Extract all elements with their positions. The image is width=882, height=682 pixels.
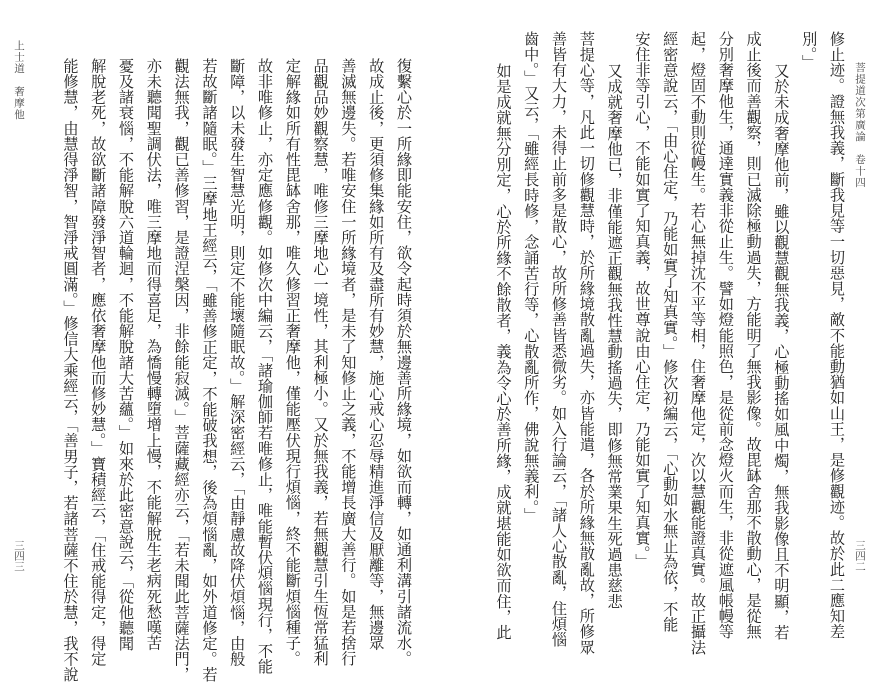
text-column: 亦未聽聞聖調伏法，唯三摩地而得喜足，為憍慢轉墮增上慢，不能解脫生老病死愁嘆苦 [144,58,163,651]
text-column: 如是成就無分別定，心於所緣不餘散者，義為令心於善所緣，成就堪能如欲而住，此 [494,63,513,641]
text-column: 齒中。」又云，「雖經長時修，念誦苦行等，心散亂所作，佛說無義利。」 [522,31,541,523]
text-column: 修止迹。證無我義，斷我見等一切惡見，敵不能動猶如山王，是修觀迹。故於此二應知差 [828,31,846,640]
text-column: 成止後而善觀察，則已滅除極動過失，方能明了無我影像。故毘缽舍那不散動心，是從無 [744,31,763,640]
text-column: 復繫心於一所緣即能安住，欲令起時須於無邊善所緣境，如欲而轉，如通利溝引諸流水。 [395,58,413,667]
text-column: 故非唯修止，亦定應修觀。如修次中編云，「諸瑜伽師若唯修止，唯能暫伏煩惱現行，不能 [256,58,275,675]
text-column: 又於未成奢摩他前，雖以觀慧觀無我義，心極動搖如風中燭，無我影像且不明顯，若 [772,63,791,641]
running-head: 菩提道次第廣論 卷十四 [854,62,866,189]
text-column: 分別奢摩他生，通達實義非從止生。譬如燈能照色，是從前念燈火而生，非從遮風帳幔等 [716,31,735,640]
text-column: 能修慧，由慧得淨智，智淨戒圓滿。」修信大乘經云，「善男子，若諸菩薩不住於慧，我不說 [61,58,80,682]
text-column: 定解緣如所有性毘缽舍那，唯久修習正奢摩他，僅能壓伏現行煩惱，終不能斷煩惱種子。 [283,58,302,667]
text-column: 善皆有大力，未得止前多是散心，故所修善皆悉微劣。如入行論云，「諸人心散亂，住煩惱 [550,31,569,648]
text-column: 憂及諸衰惱，不能解脫六道輪迴，不能解脫諸大苦蘊。」如來於此密意說云，「從他聽聞 [117,58,136,652]
right-page [441,0,882,655]
text-body [56,58,417,682]
text-column: 善滅無邊失。若唯安住一所緣境者，是未了知修止之義，不能增長廣大善行。如是若捨行 [339,58,358,667]
text-column: 起，燈固不動則從幔生。若心無掉沈不平等相，住奢摩他定，次以慧觀能證真實。故正攝法 [689,31,708,655]
text-body [489,31,850,655]
running-head: 上士道 奢摩他 [13,40,25,121]
page-number: 三四三 [13,540,25,572]
text-column: 又成就奢摩他已，非僅能遮正觀無我性慧動搖過失，即修無常業果生死過患慈悲 [605,63,624,609]
text-column: 若故斷諸隨眠。」三摩地王經云，「雖善修正定，不能破我想，後為煩惱亂，如外道修定。若 [200,58,219,682]
text-column: 菩提心等，凡此一切修觀慧時，於所緣境散亂過失，亦皆能遣，各於所緣無散亂故，所修眾 [577,31,596,655]
page-number: 三四二 [854,540,866,572]
text-column: 安住非等引心，不能如實了知真義，故世尊說由心住定，乃能如實了知真實。」 [633,31,652,570]
text-column: 經密意說云，「由心住定，乃能如實了知真實。」修次初編云，「心動如水無止為依，不能 [661,31,680,633]
text-column: 解脫老死，故欲斷諸障發淨智者，應依奢摩他而修妙慧。」寶積經云，「住戒能得定，得定 [89,58,108,667]
text-column: 斷障，以未發生智慧光明，則定不能壞隨眠故。」解深密經云，「由靜慮故降伏煩惱，由般 [228,58,247,667]
text-column: 故成止後，更須修集緣如所有及盡所有妙慧，施心戒心忍辱精進淨信及厭離等，無邊眾 [367,58,386,651]
text-column: 品觀品妙觀察慧，唯修三摩地心一境性，其利極小。又於無我義，若無觀慧引生恆常猛利 [311,58,330,667]
text-column: 觀法無我，觀已善修習，是證涅槃因，非餘能寂滅。」菩薩藏經亦云，「若未聞此菩薩法門， [172,58,191,682]
text-column: 別。」 [800,31,819,71]
